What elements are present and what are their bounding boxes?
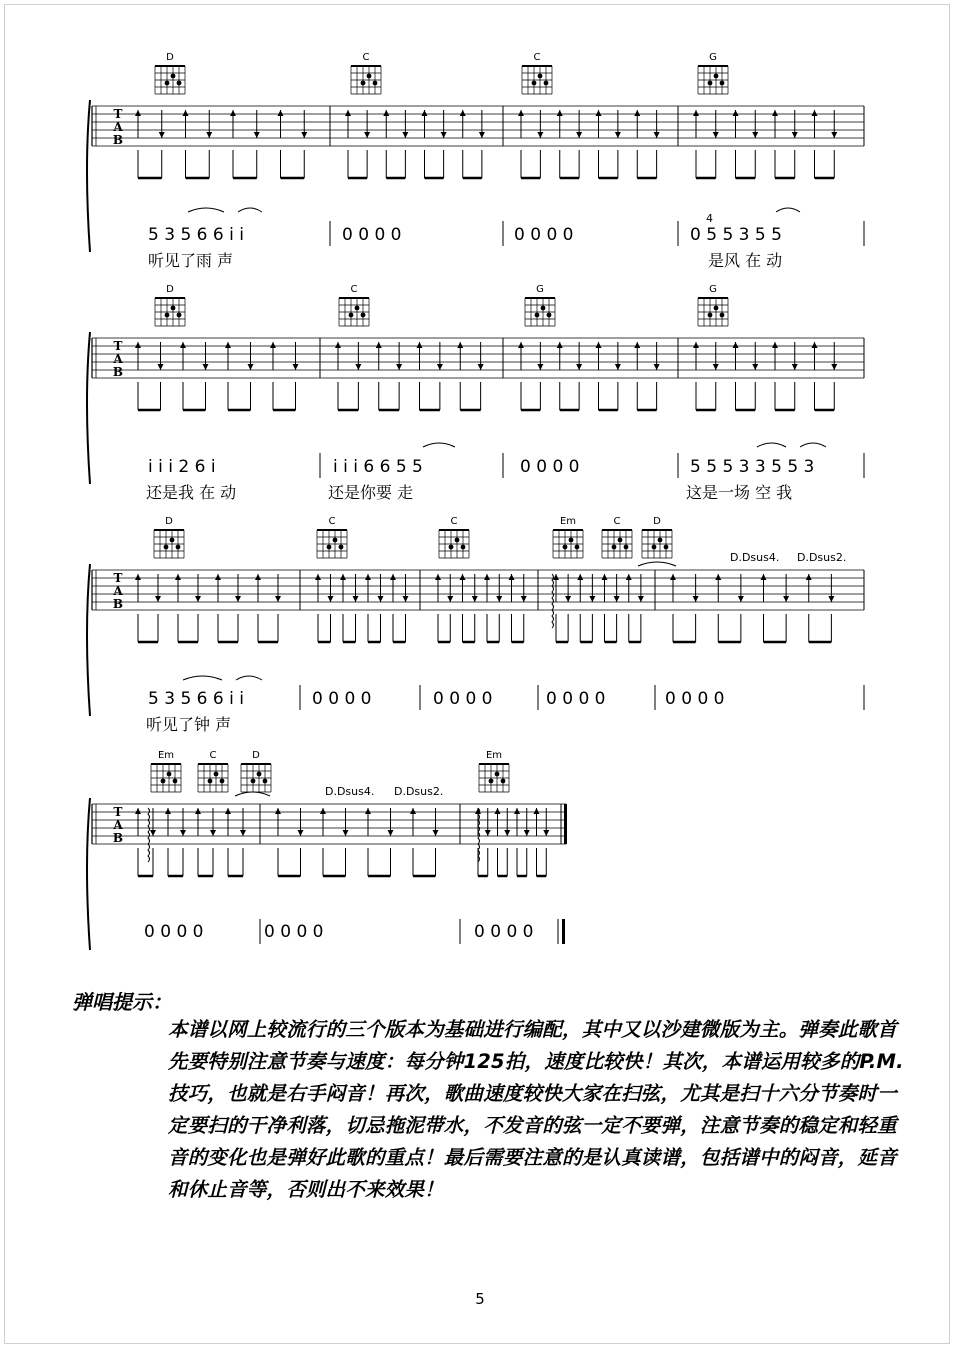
arrow-down [240,830,246,836]
finger-dot [170,538,175,543]
arrow-down [378,596,384,602]
notation-end-thick [562,919,565,944]
finger-dot [532,81,537,86]
finger-dot [652,545,657,550]
arrow-up [761,574,767,580]
finger-dot [167,772,172,777]
arrow-up [772,342,778,348]
finger-dot [173,779,178,784]
lyrics-s2-3: 这是一场 空 我 [686,483,793,502]
label-dsus2-s4: D.Dsus2. [394,785,444,798]
chord-diagram-Em [479,750,509,792]
finger-dot [624,545,629,550]
chord-name: D [166,284,174,295]
arrow-up [422,110,428,116]
arrow-down [433,830,439,836]
arrow-down [496,596,502,602]
arrow-down [713,132,719,138]
arrow-up [195,808,201,814]
system-brace [87,564,90,716]
chord-name: D [252,750,260,761]
finger-dot [177,81,182,86]
arrow-down [615,132,621,138]
chord-diagram-D [155,52,185,94]
tab-label-A: A [113,352,123,366]
arrow-up [365,808,371,814]
finger-dot [176,545,181,550]
arrow-down [155,596,161,602]
chord-name: C [450,516,458,527]
arrow-up [733,110,739,116]
finger-dot [658,538,663,543]
finger-dot [720,81,725,86]
notation-s3-m2: 0 0 0 0 [312,689,372,709]
arrow-down [353,596,359,602]
chord-diagram-Em [151,750,181,792]
arrow-down [565,596,571,602]
arrow-up [255,574,261,580]
arrow-up [475,808,481,814]
arrow-up [135,342,141,348]
arrow-down [403,596,409,602]
chord-name: C [350,284,358,295]
arrow-up [215,574,221,580]
finger-dot [220,779,225,784]
chord-name: G [709,284,717,295]
notation-s1-m2: 0 0 0 0 [342,225,402,245]
notation-s1-m1: 5 3 5 6 6 i i [148,225,244,245]
arrow-down [614,596,620,602]
arrow-up [183,110,189,116]
arrow-down [275,596,281,602]
arrow-down [254,132,260,138]
arrow-down [654,132,660,138]
finger-dot [461,545,466,550]
chord-name: Em [157,750,175,761]
tab-label-A: A [113,120,123,134]
arrow-down [159,132,165,138]
chord-name: C [533,52,541,63]
finger-dot [171,74,176,79]
finger-dot [161,779,166,784]
page-number: 5 [475,1290,485,1308]
arrow-up [812,342,818,348]
arrow-up [315,574,321,580]
finger-dot [708,81,713,86]
finger-dot [327,545,332,550]
slur-arc [183,676,222,680]
arrow-down [521,596,527,602]
notation-s3-m5: 0 0 0 0 [665,689,725,709]
arrow-down [447,596,453,602]
tab-label-T: T [113,571,123,585]
arrow-up [460,574,466,580]
chord-diagram-C [439,516,469,558]
tab-label-T: T [113,805,123,819]
arrow-up [596,342,602,348]
arrow-up [534,808,540,814]
tab-label-B: B [112,365,124,379]
finger-dot [708,313,713,318]
finger-dot [251,779,256,784]
label-dsus4-s4: D.Dsus4. [325,785,375,798]
arrow-up [165,808,171,814]
tips-body: 本谱以网上较流行的三个版本为基础进行编配，其中又以沙建微版为主。弹奏此歌首先要特别注意节奏与速度：每分钟125拍，速度比较快！其次，本谱运用较多的P.M.技巧，也就是右手闷音！再次，歌曲速度较快大家在扫弦，尤其是扫十六分节奏时一定要扫的干净利落，切忌拖泥带水，不发音的弦一定不要弹，注意节奏的稳定和轻重音的变化也是弹好此歌的重点！最后需要注意的是认真读谱，包括谱中的闷音，延音和休止音等，否则出不来效果！ [168,1018,904,1201]
arrow-up [376,342,382,348]
arrow-down [792,364,798,370]
notation-s3-m3: 0 0 0 0 [433,689,493,709]
arrow-up [634,110,640,116]
arrow-down [589,596,595,602]
tab-label-A: A [113,818,123,832]
arrow-up [772,110,778,116]
arrow-down [537,132,543,138]
arrow-up [806,574,812,580]
arrow-down [713,364,719,370]
arrow-down [206,132,212,138]
arrow-up [518,342,524,348]
tab-label-B: B [112,597,124,611]
arrow-up [460,110,466,116]
finger-dot [164,545,169,550]
slur-arc [238,208,262,212]
finger-dot [171,306,176,311]
arrow-up [135,110,141,116]
arrow-down [293,364,299,370]
arrow-up [135,808,141,814]
arrow-down [638,596,644,602]
tab-label-B: B [112,133,124,147]
arrow-up [135,574,141,580]
tips-heading: 弹唱提示： [72,990,172,1014]
label-dsus2-s3: D.Dsus2. [797,551,847,564]
arrow-up [634,342,640,348]
chord-name: D [165,516,173,527]
arrow-up [335,342,341,348]
chord-diagram-C [339,284,369,326]
arrow-up [514,808,520,814]
arrow-up [230,110,236,116]
chord-diagram-G [698,52,728,94]
notation-s2-m4: 5 5 5 3 3 5 5 3 [690,457,815,477]
finger-dot [714,74,719,79]
arrow-down [479,132,485,138]
finger-dot [547,313,552,318]
finger-dot [455,538,460,543]
arrow-down [537,364,543,370]
arrow-down [355,364,361,370]
slur-arc [423,443,455,447]
arrow-down [752,132,758,138]
finger-dot [165,81,170,86]
notation-s2-m2: i i i 6 6 5 5 [333,457,423,477]
finger-dot [373,81,378,86]
arrow-down [388,830,394,836]
chord-name: G [536,284,544,295]
arrow-down [328,596,334,602]
finger-dot [544,81,549,86]
finger-dot [177,313,182,318]
arrow-up [410,808,416,814]
arrow-down [693,596,699,602]
finger-dot [333,538,338,543]
finger-dot [339,545,344,550]
arrow-down [158,364,164,370]
arrow-down [654,364,660,370]
arrow-down [235,596,241,602]
arrow-up [733,342,739,348]
arrow-up [180,342,186,348]
tab-label-T: T [113,339,123,353]
notation-s1-m3: 0 0 0 0 [514,225,574,245]
finger-dot [535,313,540,318]
chord-diagram-C [602,516,632,558]
finger-dot [361,313,366,318]
finger-dot [495,772,500,777]
finger-dot [720,313,725,318]
finger-dot [541,306,546,311]
chord-diagram-C [317,516,347,558]
arrow-up [693,342,699,348]
finger-dot [355,306,360,311]
chord-name: D [653,516,661,527]
notation-s4-m3: 0 0 0 0 [474,922,534,942]
finger-dot [563,545,568,550]
arrow-down [210,830,216,836]
finger-dot [349,313,354,318]
arrow-up [340,574,346,580]
chord-name: C [209,750,217,761]
arrow-up [693,110,699,116]
finger-dot [367,74,372,79]
notation-s4-m2: 0 0 0 0 [264,922,324,942]
arrow-up [435,574,441,580]
arrow-up [457,342,463,348]
arpeggio-wave [552,574,554,628]
lyrics-s3-left: 听见了钟 声 [146,715,232,734]
end-barline-thick [564,804,567,844]
tab-label-T: T [113,107,123,121]
arrow-down [576,132,582,138]
arrow-up [417,342,423,348]
arrow-up [557,342,563,348]
arrow-down [396,364,402,370]
arrow-down [298,830,304,836]
arrow-down [576,364,582,370]
arrow-up [812,110,818,116]
arrow-up [602,574,608,580]
finger-dot [612,545,617,550]
finger-dot [257,772,262,777]
arrow-up [509,574,515,580]
arrow-down [524,830,530,836]
slur-arc [757,443,786,447]
arrow-up [383,110,389,116]
arrow-down [478,364,484,370]
arrow-down [441,132,447,138]
finger-dot [263,779,268,784]
arrow-down [738,596,744,602]
arrow-down [203,364,209,370]
chord-diagram-G [698,284,728,326]
arrow-down [828,596,834,602]
chord-diagram-C [351,52,381,94]
arrow-down [364,132,370,138]
finger-dot [214,772,219,777]
chord-name: C [362,52,370,63]
slur-arc [638,562,676,566]
finger-dot [165,313,170,318]
arrow-up [626,574,632,580]
tab-label-B: B [112,831,124,845]
arrow-up [320,808,326,814]
arrow-up [225,808,231,814]
arrow-down [301,132,307,138]
chord-name: Em [559,516,577,527]
arrow-down [437,364,443,370]
chord-diagram-D [241,750,271,792]
arpeggio-wave [148,808,150,862]
slur-arc [235,792,270,796]
arrow-up [390,574,396,580]
tab-label-A: A [113,584,123,598]
finger-dot [501,779,506,784]
finger-dot [538,74,543,79]
notation-s4-m1: 0 0 0 0 [144,922,204,942]
chord-diagram-D [642,516,672,558]
chord-diagram-C [522,52,552,94]
arrow-down [831,132,837,138]
finger-dot [361,81,366,86]
notation-s2-m3: 0 0 0 0 [520,457,580,477]
arrow-down [195,596,201,602]
arrow-down [472,596,478,602]
grace-note: 4 [706,212,713,225]
lyrics-s2-2: 还是你要 走 [328,483,414,502]
lyrics-s1-left: 听见了雨 声 [148,251,234,270]
slur-arc [188,208,224,212]
chord-diagram-D [155,284,185,326]
arrow-down [615,364,621,370]
slur-arc [800,443,826,447]
arrow-down [180,830,186,836]
arrow-down [248,364,254,370]
system-brace [87,798,90,950]
arrow-up [275,808,281,814]
notation-s3-m1: 5 3 5 6 6 i i [148,689,244,709]
finger-dot [714,306,719,311]
finger-dot [664,545,669,550]
notation-s2-m1: i i i 2 6 i [148,457,216,477]
arrow-down [402,132,408,138]
arrow-up [577,574,583,580]
finger-dot [569,538,574,543]
chord-diagram-C [198,750,228,792]
arrow-up [518,110,524,116]
finger-dot [208,779,213,784]
system-brace [87,332,90,484]
chord-diagram-G [525,284,555,326]
arrow-up [715,574,721,580]
arrow-down [150,830,156,836]
slur-arc [776,208,800,212]
finger-dot [575,545,580,550]
arrow-up [278,110,284,116]
arrow-up [270,342,276,348]
arrow-up [495,808,501,814]
arrow-up [225,342,231,348]
arrow-up [484,574,490,580]
lyrics-s1-right: 是风 在 动 [708,251,783,270]
system-brace [87,100,90,252]
notation-s3-m4: 0 0 0 0 [546,689,606,709]
chord-diagram-Em [553,516,583,558]
arrow-down [543,830,549,836]
arrow-down [752,364,758,370]
arrow-up [670,574,676,580]
chord-name: G [709,52,717,63]
arrow-up [345,110,351,116]
arrow-down [485,830,491,836]
chord-name: Em [485,750,503,761]
arrow-down [504,830,510,836]
arrow-down [792,132,798,138]
arrow-up [557,110,563,116]
chord-name: C [613,516,621,527]
arrow-up [596,110,602,116]
notation-s1-m4: 0 5 5 3 5 5 [690,225,782,245]
finger-dot [618,538,623,543]
arrow-up [175,574,181,580]
lyrics-s2-1: 还是我 在 动 [146,483,237,502]
label-dsus4-s3: D.Dsus4. [730,551,780,564]
finger-dot [449,545,454,550]
arrow-down [343,830,349,836]
chord-name: D [166,52,174,63]
chord-diagrams [151,52,728,792]
arrow-down [783,596,789,602]
chord-diagram-D [154,516,184,558]
slur-arc [236,676,262,680]
arrow-up [365,574,371,580]
arrow-down [831,364,837,370]
finger-dot [489,779,494,784]
chord-name: C [328,516,336,527]
